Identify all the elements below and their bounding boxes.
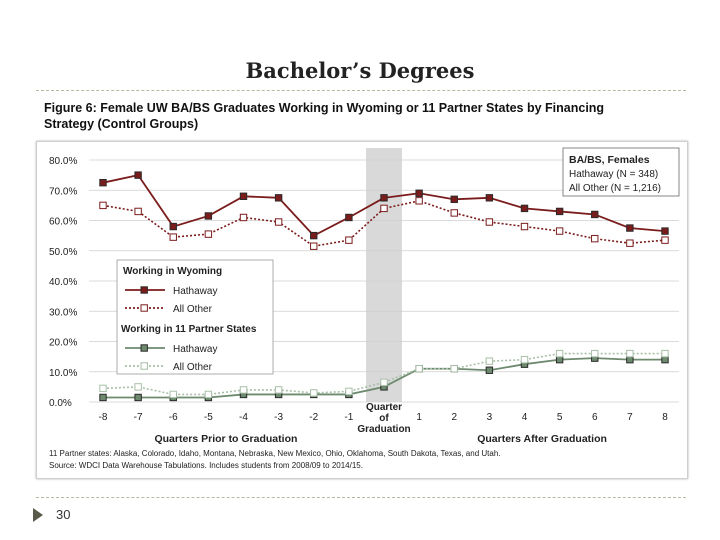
data-point [205,391,211,397]
data-point [662,228,668,234]
data-point [486,367,492,373]
data-point [521,223,527,229]
y-tick-label: 20.0% [49,337,78,349]
caption-line-2: Strategy (Control Groups) [44,117,199,131]
legend-marker [141,363,147,369]
x-tick-label: 1 [416,412,422,423]
data-point [416,366,422,372]
x-tick-label: -8 [98,412,108,423]
x-axis-title-right: Quarters After Graduation [477,433,607,445]
data-point [170,223,176,229]
data-point [592,350,598,356]
x-tick-label: 4 [521,412,528,423]
x-tick-label: -4 [239,412,248,423]
legend-marker [141,287,147,293]
data-point [486,195,492,201]
graduation-quarter-band [366,148,402,402]
data-point [275,219,281,225]
y-tick-label: 70.0% [49,186,78,198]
y-tick-label: 30.0% [49,307,78,319]
data-point [451,210,457,216]
y-tick-label: 60.0% [49,216,78,228]
data-point [486,219,492,225]
data-point [311,390,317,396]
y-tick-label: 40.0% [49,277,78,288]
data-point [135,384,141,390]
data-point [627,350,633,356]
data-point [662,237,668,243]
x-center-label: of [379,413,389,424]
data-point [240,387,246,393]
footnote-source: Source: WDCI Data Warehouse Tabulations. Includes students from 2008/09 to 2014/15. [49,461,363,470]
x-tick-label: -6 [168,412,178,423]
x-tick-label: 3 [486,412,493,423]
data-point [627,356,633,362]
x-axis-title-left: Quarters Prior to Graduation [154,433,298,445]
data-point [521,205,527,211]
data-point [416,198,422,204]
slide-title: Bachelor’s Degrees [245,58,475,83]
x-tick-label: 7 [627,412,633,423]
info-box-line-1: Hathaway (N = 348) [569,169,659,180]
data-point [205,213,211,219]
data-point [556,350,562,356]
x-tick-label: -2 [309,412,319,423]
data-point [451,366,457,372]
data-point [381,195,387,201]
y-tick-label: 80.0% [49,156,78,167]
line-chart [37,142,687,478]
x-tick-label: 2 [451,412,458,423]
data-point [451,196,457,202]
page-arrow-icon [33,508,43,522]
figure-caption [44,100,694,132]
data-point [100,394,106,400]
page-number: 30 [56,507,71,522]
data-point [592,235,598,241]
legend-marker [141,345,147,351]
y-tick-label: 0.0% [49,398,72,409]
data-point [381,205,387,211]
y-tick-label: 10.0% [49,367,78,379]
data-point [135,394,141,400]
caption-line-1: Figure 6: Female UW BA/BS Graduates Working in Wyoming or 11 Partner States by Financing [44,101,605,115]
legend-group-title: Working in 11 Partner States [121,324,257,335]
y-tick-label: 50.0% [49,246,78,258]
data-point [592,211,598,217]
data-point [346,237,352,243]
data-point [627,225,633,231]
data-point [381,379,387,385]
x-tick-label: -1 [344,412,354,423]
legend-group-title: Working in Wyoming [123,266,223,277]
data-point [275,387,281,393]
data-point [170,391,176,397]
data-point [662,356,668,362]
data-point [311,243,317,249]
info-box-line-2: All Other (N = 1,216) [569,183,661,194]
legend-marker [141,305,147,311]
x-tick-label: 8 [662,412,668,423]
data-point [135,172,141,178]
data-point [486,358,492,364]
data-point [135,208,141,214]
chart-frame [36,141,688,479]
footnote-partner-states: 11 Partner states: Alaska, Colorado, Idaho, Montana, Nebraska, New Mexico, Ohio, Oklahoma, South Dakota, Texas, and Utah. [49,449,501,458]
data-point [100,179,106,185]
legend-label: Hathaway [173,344,218,355]
data-point [346,214,352,220]
data-point [170,234,176,240]
top-divider [36,90,686,91]
data-point [100,385,106,391]
legend-label: All Other [173,304,212,315]
data-point [556,208,562,214]
bottom-divider [36,497,686,498]
data-point [521,356,527,362]
x-tick-label: -3 [274,412,284,423]
data-point [346,388,352,394]
legend-label: Hathaway [173,286,218,297]
legend-box [117,260,273,374]
data-point [311,232,317,238]
legend-label: All Other [173,362,212,373]
data-point [416,190,422,196]
data-point [662,350,668,356]
data-point [100,202,106,208]
data-point [275,195,281,201]
data-point [240,193,246,199]
x-center-label: Quarter [365,402,403,413]
data-point [205,231,211,237]
data-point [240,214,246,220]
x-tick-label: 5 [556,412,563,423]
x-tick-label: -5 [203,412,213,423]
x-tick-label: -7 [133,412,143,423]
data-point [556,356,562,362]
data-point [556,228,562,234]
info-box-title: BA/BS, Females [569,154,650,166]
x-tick-label: 6 [591,412,598,423]
data-point [627,240,633,246]
x-center-label: Graduation [357,424,411,435]
